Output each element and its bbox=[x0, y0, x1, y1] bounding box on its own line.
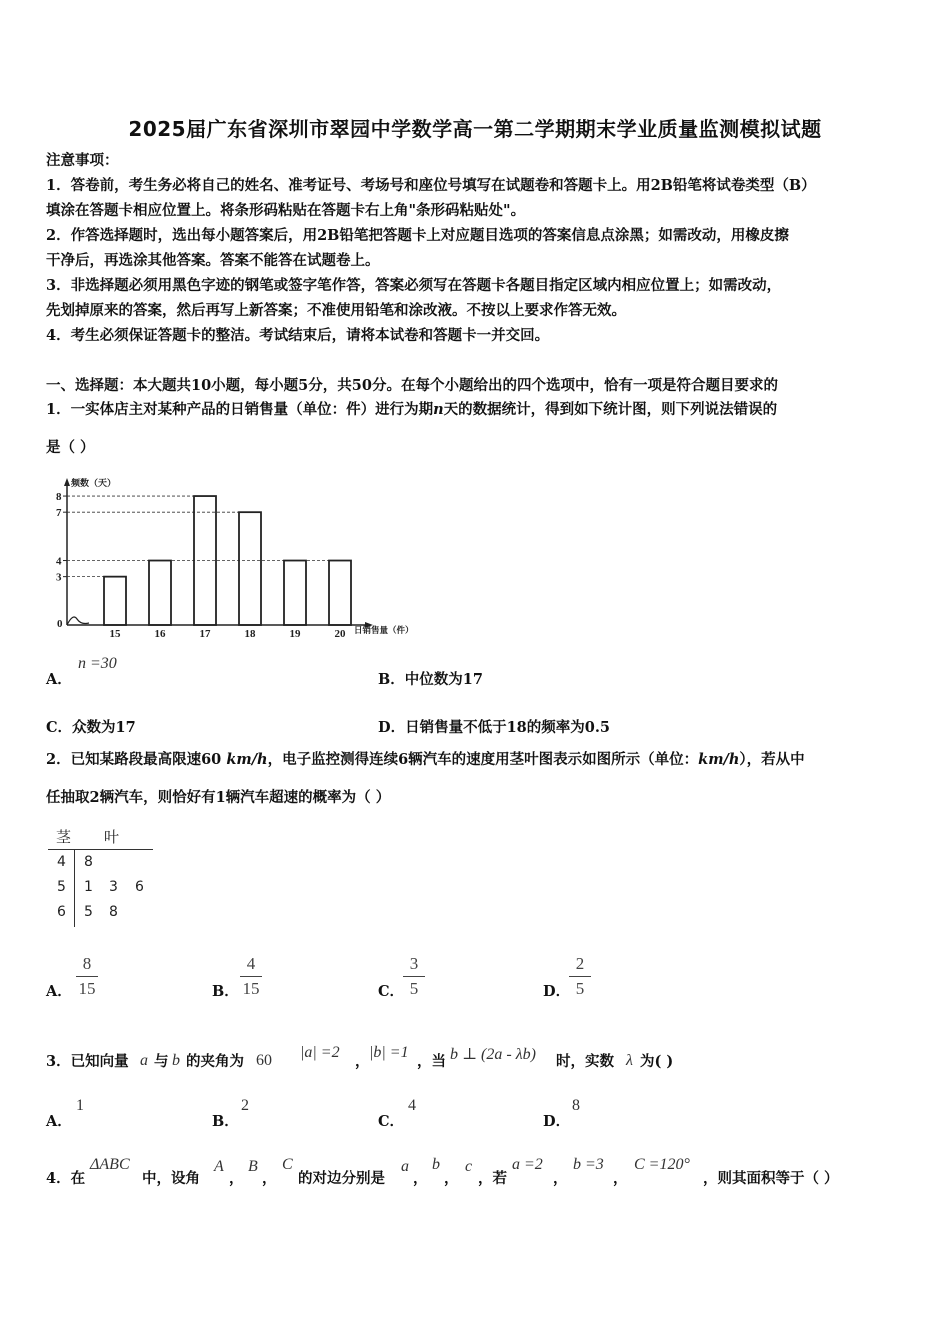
q3-text: 的夹角为 bbox=[186, 1053, 244, 1070]
notice-line: 干净后，再选涂其他答案。答案不能答在试题卷上。 bbox=[46, 252, 380, 269]
q1-option-a-label[interactable]: A． bbox=[46, 671, 72, 688]
q4-text: ，则其面积等于（ ） bbox=[703, 1170, 839, 1187]
leaf-value: 8 bbox=[84, 854, 93, 870]
lambda: λ bbox=[626, 1052, 633, 1069]
question-1-text: 1．一实体店主对某种产品的日销售量（单位：件）进行为期n天的数据统计，得到如下统计图，则下列说法错误的 bbox=[46, 401, 778, 418]
origin-label: 0 bbox=[57, 618, 63, 630]
angle-value: 60 bbox=[256, 1052, 272, 1069]
section-heading: 一、选择题：本大题共10小题，每小题5分，共50分。在每个小题给出的四个选项中，恰有一项是符合题目要求的 bbox=[46, 377, 778, 394]
q2-option-b-label[interactable]: B． bbox=[212, 983, 239, 1000]
leaf-value: 3 bbox=[109, 879, 118, 895]
angle-c: C bbox=[282, 1156, 293, 1173]
norm-a: |a| =2 bbox=[300, 1044, 340, 1061]
q4-text: ，若 bbox=[478, 1170, 507, 1187]
y-axis-arrow bbox=[64, 478, 70, 486]
vector-b: b bbox=[172, 1052, 180, 1069]
bar bbox=[104, 577, 126, 625]
q3-option-b-label[interactable]: B． bbox=[212, 1113, 239, 1130]
stem-value: 6 bbox=[57, 904, 66, 920]
q4-sep: ， bbox=[444, 1170, 459, 1187]
perp-condition: b ⊥ (2a - λb) bbox=[450, 1046, 536, 1063]
angle-b: B bbox=[248, 1158, 258, 1175]
y-axis-label: 频数（天） bbox=[71, 479, 117, 489]
q1-option-a-math: n =30 bbox=[78, 655, 117, 672]
q3-text: 时，实数 bbox=[556, 1053, 614, 1070]
header-rule bbox=[48, 849, 153, 850]
q1-option-d[interactable]: D．日销售量不低于18的频率为0.5 bbox=[378, 719, 610, 736]
notice-line: 填涂在答题卡相应位置上。将条形码粘贴在答题卡右上角"条形码粘贴处"。 bbox=[46, 202, 526, 219]
q3-option-d-value: 8 bbox=[572, 1097, 580, 1114]
q3-text: 为( ) bbox=[640, 1053, 674, 1070]
stem-value: 5 bbox=[57, 879, 66, 895]
q4-text: 中，设角 bbox=[142, 1170, 200, 1187]
bar bbox=[329, 561, 351, 625]
q2-option-c-label[interactable]: C． bbox=[378, 983, 405, 1000]
x-tick-label: 18 bbox=[244, 628, 256, 640]
q4-sep: ， bbox=[262, 1170, 277, 1187]
y-tick-label: 3 bbox=[56, 571, 62, 584]
y-tick-label: 4 bbox=[56, 555, 62, 568]
q2-option-b-fraction: 4 15 bbox=[240, 954, 262, 999]
q3-comma: ， bbox=[355, 1053, 370, 1070]
x-axis-label: 日销售量（件） bbox=[354, 626, 414, 636]
q2-option-d-fraction: 2 5 bbox=[569, 954, 591, 999]
page-title: 2025届广东省深圳市翠园中学数学高一第二学期期末学业质量监测模拟试题 bbox=[128, 117, 822, 141]
notice-line: 3．非选择题必须用黑色字迹的钢笔或签字笔作答，答案必须写在答题卡各题目指定区域内相应位置上；如需改动， bbox=[46, 277, 782, 294]
question-1-text-2: 是（ ） bbox=[46, 439, 95, 456]
q4-sep: ， bbox=[413, 1170, 428, 1187]
q1-option-b[interactable]: B．中位数为17 bbox=[378, 671, 483, 688]
question-2-text: 2．已知某路段最高限速60 km/h，电子监控测得连续6辆汽车的速度用茎叶图表示如图所示（单位：km/h），若从中 bbox=[46, 751, 805, 768]
vector-a: a bbox=[140, 1052, 148, 1069]
side-b: b bbox=[432, 1156, 440, 1173]
norm-b: |b| =1 bbox=[369, 1044, 409, 1061]
q3-option-c-value: 4 bbox=[408, 1097, 416, 1114]
y-tick-label: 7 bbox=[56, 507, 62, 520]
leaf-value: 1 bbox=[84, 879, 93, 895]
q4-prefix: 4．在 bbox=[46, 1170, 86, 1187]
q3-option-a-value: 1 bbox=[76, 1097, 84, 1114]
q2-option-c-fraction: 3 5 bbox=[403, 954, 425, 999]
x-tick-label: 15 bbox=[109, 628, 121, 640]
notice-line: 4．考生必须保证答题卡的整洁。考试结束后，请将本试卷和答题卡一并交回。 bbox=[46, 327, 550, 344]
triangle-abc: ΔABC bbox=[90, 1156, 130, 1173]
bar bbox=[149, 561, 171, 625]
stem-value: 4 bbox=[57, 854, 66, 870]
angle-a: A bbox=[214, 1158, 224, 1175]
q3-text: ，当 bbox=[417, 1053, 446, 1070]
q4-sep: ， bbox=[229, 1170, 244, 1187]
question-2-text-2: 任抽取2辆汽车，则恰好有1辆汽车超速的概率为（ ） bbox=[46, 789, 391, 806]
notice-line: 2．作答选择题时，选出每小题答案后，用2B铅笔把答题卡上对应题目选项的答案信息点涂黑；如需改动，用橡皮擦 bbox=[46, 227, 789, 244]
notice-line: 先划掉原来的答案，然后再写上新答案；不准使用铅笔和涂改液。不按以上要求作答无效。 bbox=[46, 302, 626, 319]
leaf-value: 5 bbox=[84, 904, 93, 920]
q1-option-c[interactable]: C．众数为17 bbox=[46, 719, 136, 736]
x-tick-label: 16 bbox=[154, 628, 166, 640]
cond-c: C =120° bbox=[634, 1156, 690, 1173]
y-tick-label: 8 bbox=[56, 491, 62, 504]
leaf-value: 6 bbox=[135, 879, 144, 895]
q3-option-c-label[interactable]: C． bbox=[378, 1113, 405, 1130]
side-c: c bbox=[465, 1158, 473, 1175]
q2-option-a-label[interactable]: A． bbox=[46, 983, 72, 1000]
stem-divider bbox=[74, 849, 75, 927]
x-tick-label: 17 bbox=[199, 628, 211, 640]
q3-text: 与 bbox=[154, 1053, 169, 1070]
q3-option-b-value: 2 bbox=[241, 1097, 249, 1114]
bar-chart bbox=[40, 470, 440, 645]
q3-option-d-label[interactable]: D． bbox=[543, 1113, 571, 1130]
q3-option-a-label[interactable]: A． bbox=[46, 1113, 72, 1130]
leaf-value: 8 bbox=[109, 904, 118, 920]
x-tick-label: 19 bbox=[289, 628, 301, 640]
stem-header: 茎 bbox=[56, 828, 72, 846]
bar bbox=[284, 561, 306, 625]
cond-b: b =3 bbox=[573, 1156, 604, 1173]
notice-line: 1．答卷前，考生务必将自己的姓名、准考证号、考场号和座位号填写在试题卷和答题卡上。用2B铅笔将试卷类型（B） bbox=[46, 177, 816, 194]
q4-sep: ， bbox=[613, 1170, 628, 1187]
axis-break bbox=[67, 617, 89, 625]
side-a: a bbox=[401, 1158, 409, 1175]
q3-prefix: 3．已知向量 bbox=[46, 1053, 129, 1070]
q4-text: 的对边分别是 bbox=[298, 1170, 385, 1187]
leaf-header: 叶 bbox=[104, 828, 120, 846]
x-tick-label: 20 bbox=[334, 628, 346, 640]
q2-option-d-label[interactable]: D． bbox=[543, 983, 571, 1000]
q4-sep: ， bbox=[553, 1170, 568, 1187]
notice-heading: 注意事项： bbox=[46, 152, 119, 169]
stem-leaf-plot bbox=[46, 822, 156, 928]
cond-a: a =2 bbox=[512, 1156, 543, 1173]
bar bbox=[239, 512, 261, 625]
q2-option-a-fraction: 8 15 bbox=[76, 954, 98, 999]
